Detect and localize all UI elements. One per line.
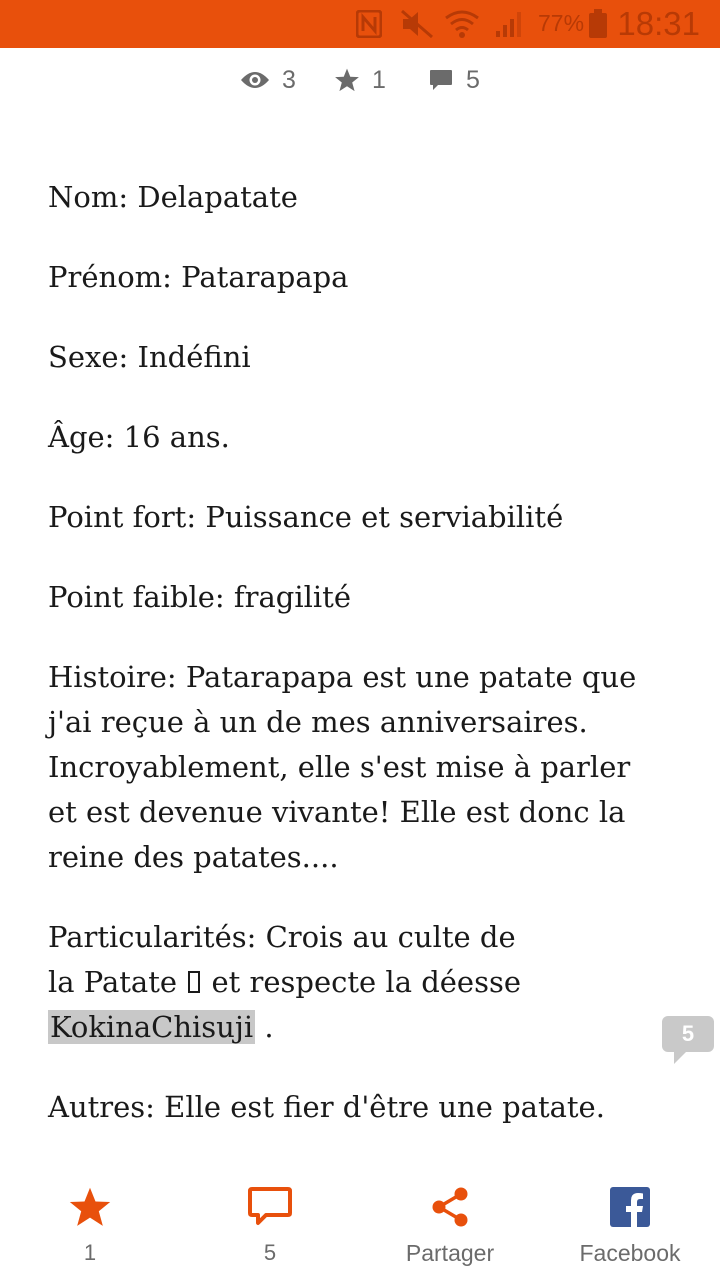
- signal-icon: [494, 8, 526, 40]
- wifi-icon: [444, 8, 480, 40]
- comment-count: 5: [263, 1240, 277, 1265]
- vote-button[interactable]: [0, 1184, 180, 1274]
- share-button[interactable]: [360, 1184, 540, 1274]
- paragraph-nom: Nom: Delapatate: [48, 180, 298, 214]
- particularites-text-b: et respecte la déesse: [211, 965, 522, 999]
- missing-glyph-icon: [188, 971, 200, 993]
- inline-comment-button[interactable]: [662, 1016, 714, 1052]
- paragraph-particularites: [48, 915, 668, 1050]
- views-count: 3: [282, 65, 296, 94]
- particularites-text-a: la Patate: [48, 965, 178, 999]
- facebook-button[interactable]: [540, 1184, 720, 1274]
- paragraph-point-fort: Point fort: Puissance et serviabilité: [48, 500, 564, 534]
- paragraph-point-faible: Point faible: fragilité: [48, 580, 351, 614]
- mute-icon: [400, 8, 434, 40]
- bottom-toolbar: [0, 1170, 720, 1280]
- nfc-icon: [356, 8, 382, 40]
- comment-button[interactable]: [180, 1184, 360, 1274]
- paragraph-sexe: Sexe: Indéfini: [48, 340, 251, 374]
- facebook-icon: [610, 1187, 650, 1227]
- comments-count: 5: [466, 65, 480, 94]
- star-icon: [334, 67, 360, 93]
- battery-icon: [588, 8, 608, 40]
- user-mention-link[interactable]: KokinaChisuji: [50, 1010, 254, 1044]
- clock: 18:31: [617, 5, 700, 42]
- paragraph-prenom: Prénom: Patarapapa: [48, 260, 349, 294]
- paragraph-autres: Autres: Elle est fier d'être une patate.: [48, 1090, 605, 1124]
- star-icon: [68, 1185, 112, 1229]
- views-stat: [240, 62, 296, 98]
- battery-percent: 77%: [538, 10, 585, 36]
- story-stats: [0, 62, 720, 98]
- particularites-end: .: [255, 1010, 274, 1044]
- particularites-line-1: Particularités: Crois au culte de: [48, 920, 516, 954]
- share-label: Partager: [405, 1240, 495, 1266]
- facebook-label: Facebook: [579, 1240, 681, 1266]
- votes-count: 1: [372, 65, 386, 94]
- comments-stat: [428, 62, 480, 98]
- comment-icon: [428, 67, 454, 93]
- vote-count: 1: [83, 1240, 97, 1265]
- comment-icon: [248, 1186, 292, 1228]
- votes-stat: [334, 62, 386, 98]
- eye-icon: [240, 70, 270, 90]
- story-text: [48, 175, 668, 1165]
- status-bar: [0, 0, 720, 48]
- inline-comment-count: 5: [681, 1021, 695, 1046]
- paragraph-age: Âge: 16 ans.: [48, 420, 230, 454]
- paragraph-histoire: Histoire: Patarapapa est une patate que j'ai reçue à un de mes anniversaires. Incroyablement, elle s'est mise à parler et est devenue vivante! Elle est donc la reine des patates....: [48, 660, 637, 874]
- share-icon: [430, 1186, 470, 1228]
